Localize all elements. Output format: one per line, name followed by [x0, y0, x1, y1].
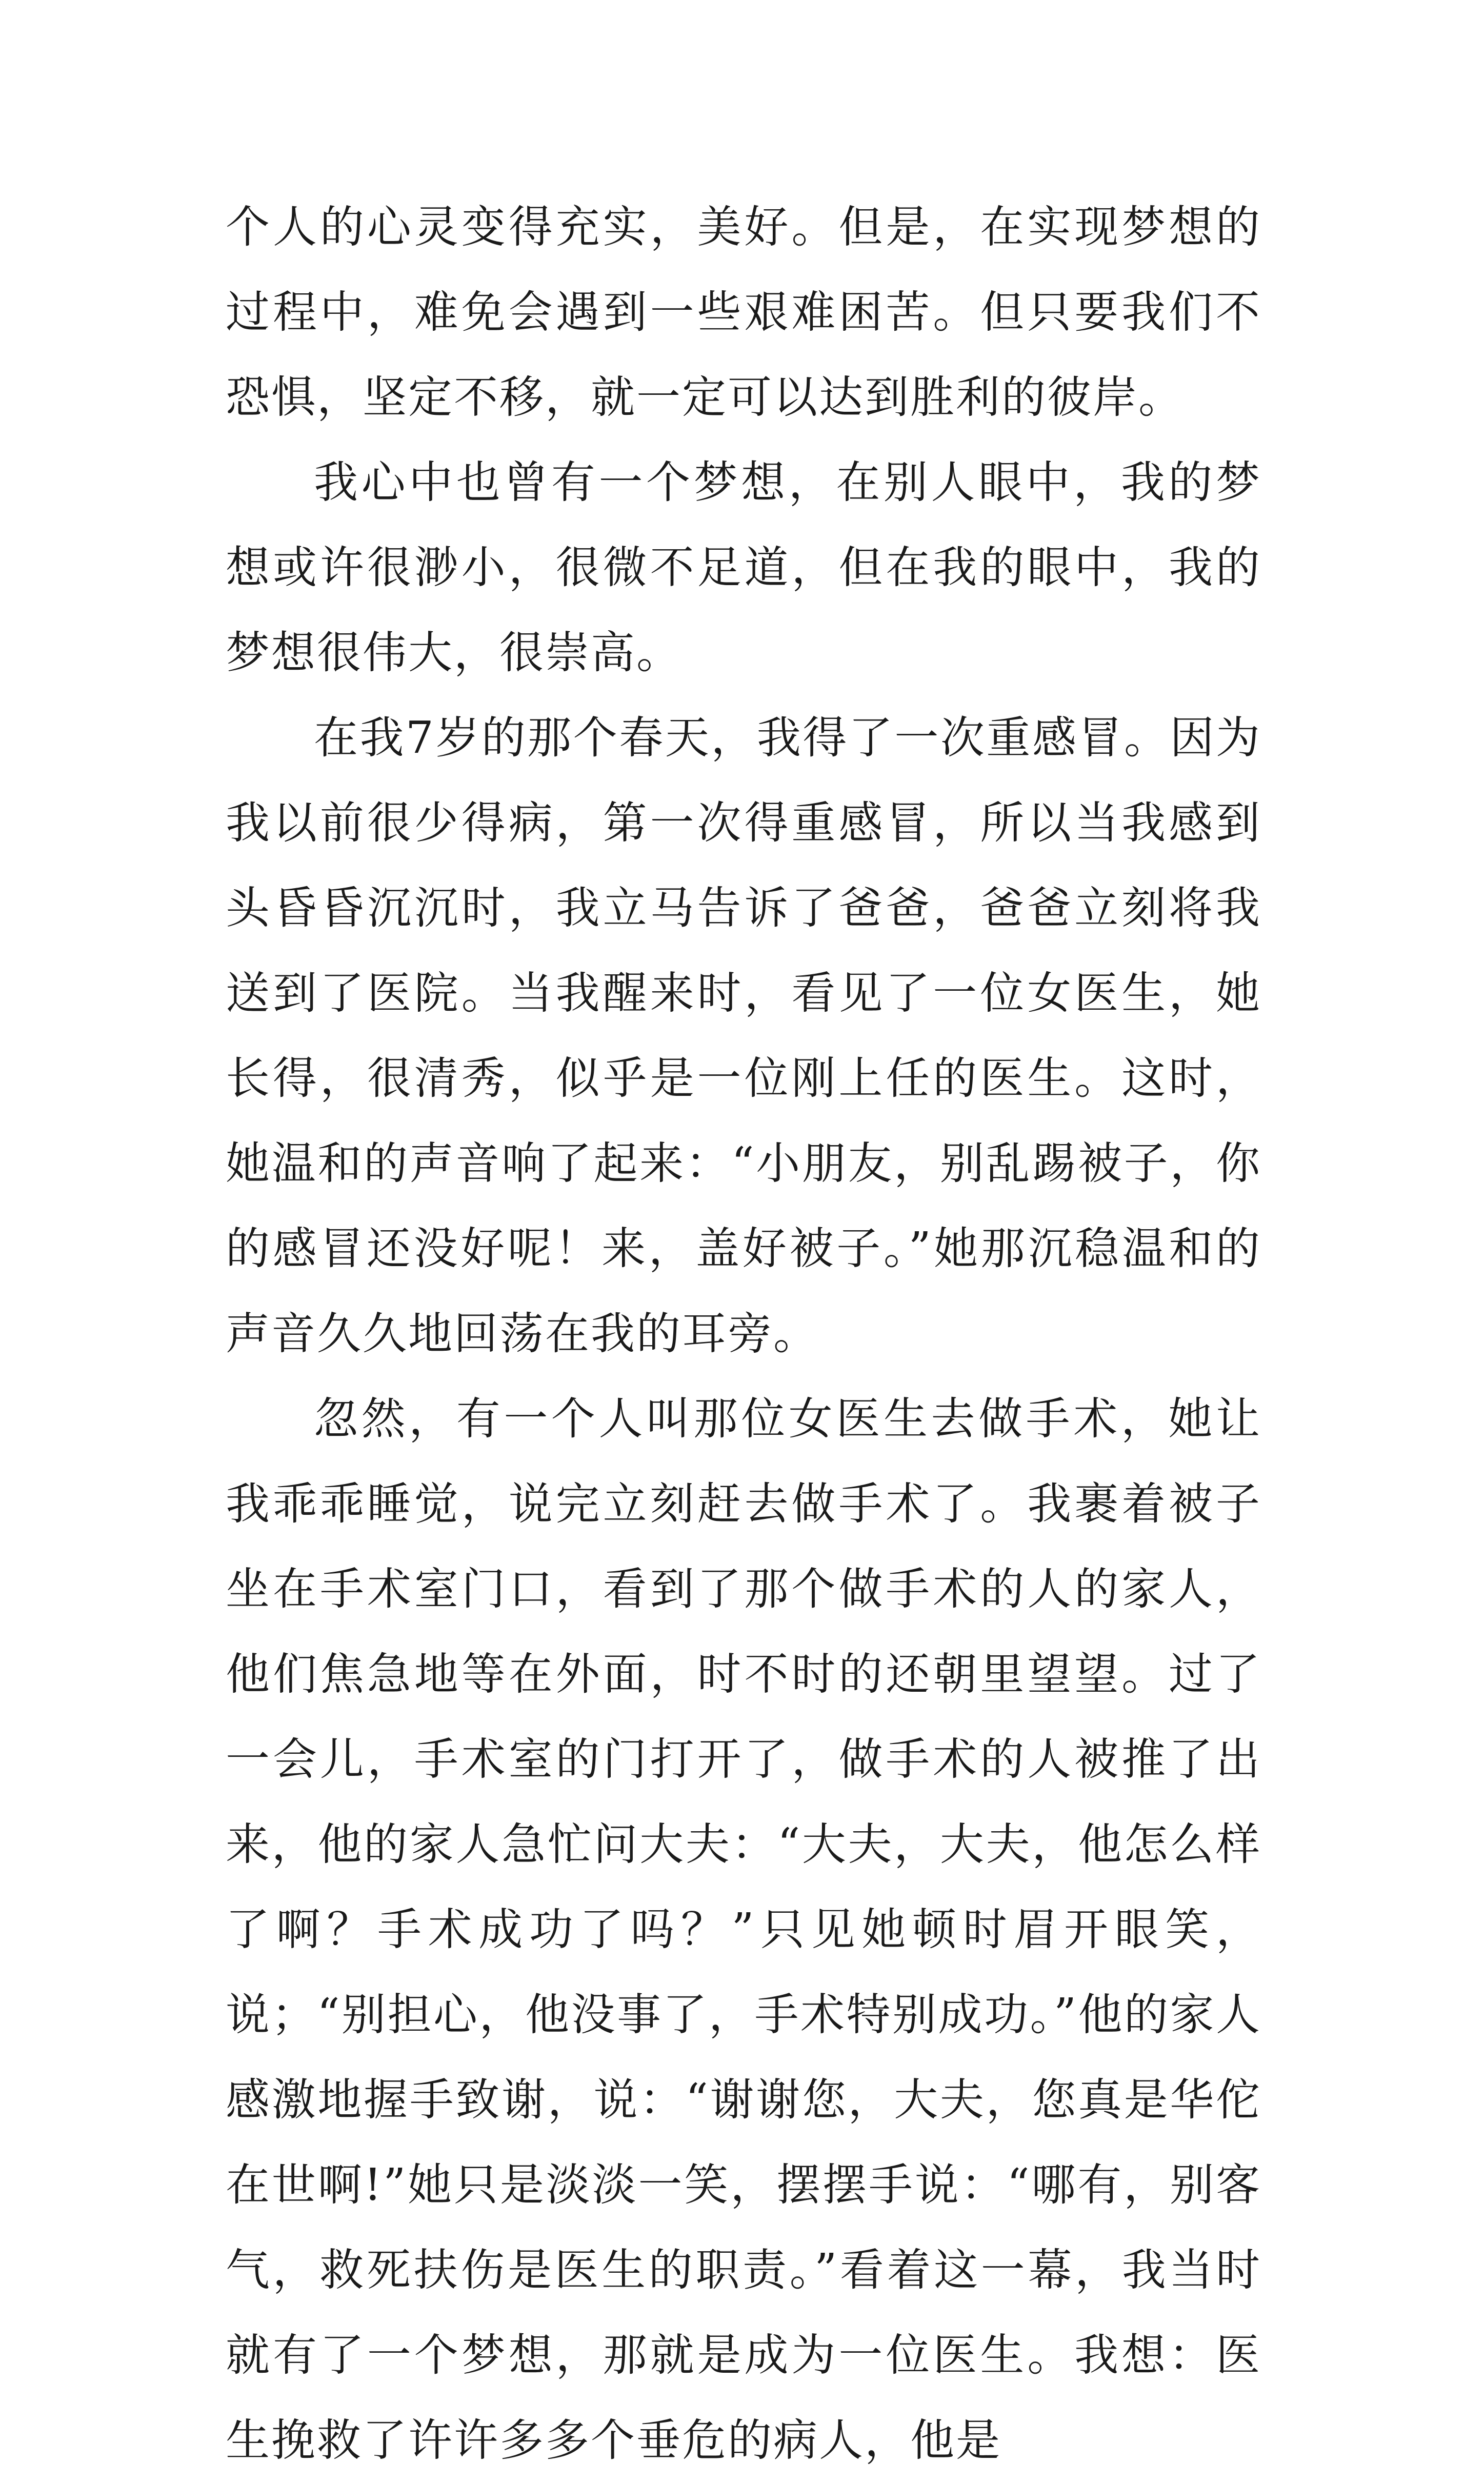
paragraph-4: 忽然，有一个人叫那位女医生去做手术，她让我乖乖睡觉，说完立刻赶去做手术了。我裹着被子坐在手术室门口，看到了那个做手术的人的家人，他们焦急地等在外面，时不时的还朝里望望。过了一会儿，手术室的门打开了，做手术的人被推了出来，他的家人急忙问大夫：“大夫，大夫，他怎么样了啊？手术成功了吗？”只见她顿时眉开眼笑，说；“别担心，他没事了，手术特别成功。”他的家人感激地握手致谢，说：“谢谢您，大夫，您真是华佗在世啊!”她只是淡淡一笑，摆摆手说：“哪有，别客气，救死扶伤是医生的职责。”看着这一幕，我当时就有了一个梦想，那就是成为一位医生。我想：医生挽救了许许多多个垂危的病人，他是 — [226, 1393, 1261, 2466]
paragraph-3: 在我7岁的那个春天，我得了一次重感冒。因为我以前很少得病，第一次得重感冒，所以当我感到头昏昏沉沉时，我立马告诉了爸爸，爸爸立刻将我送到了医院。当我醒来时，看见了一位女医生，她长得，很清秀，似乎是一位刚上任的医生。这时，她温和的声音响了起来：“小朋友，别乱踢被子，你的感冒还没好呢！来，盖好被子。”她那沉稳温和的声音久久地回荡在我的耳旁。 — [226, 712, 1261, 1359]
paragraph-2: 我心中也曾有一个梦想，在别人眼中，我的梦想或许很渺小，很微不足道，但在我的眼中，我的梦想很伟大，很崇高。 — [226, 457, 1261, 678]
document-body — [226, 185, 1261, 2483]
paragraph-1: 个人的心灵变得充实，美好。但是，在实现梦想的过程中，难免会遇到一些艰难困苦。但只要我们不恐惧，坚定不移，就一定可以达到胜利的彼岸。 — [226, 202, 1261, 423]
